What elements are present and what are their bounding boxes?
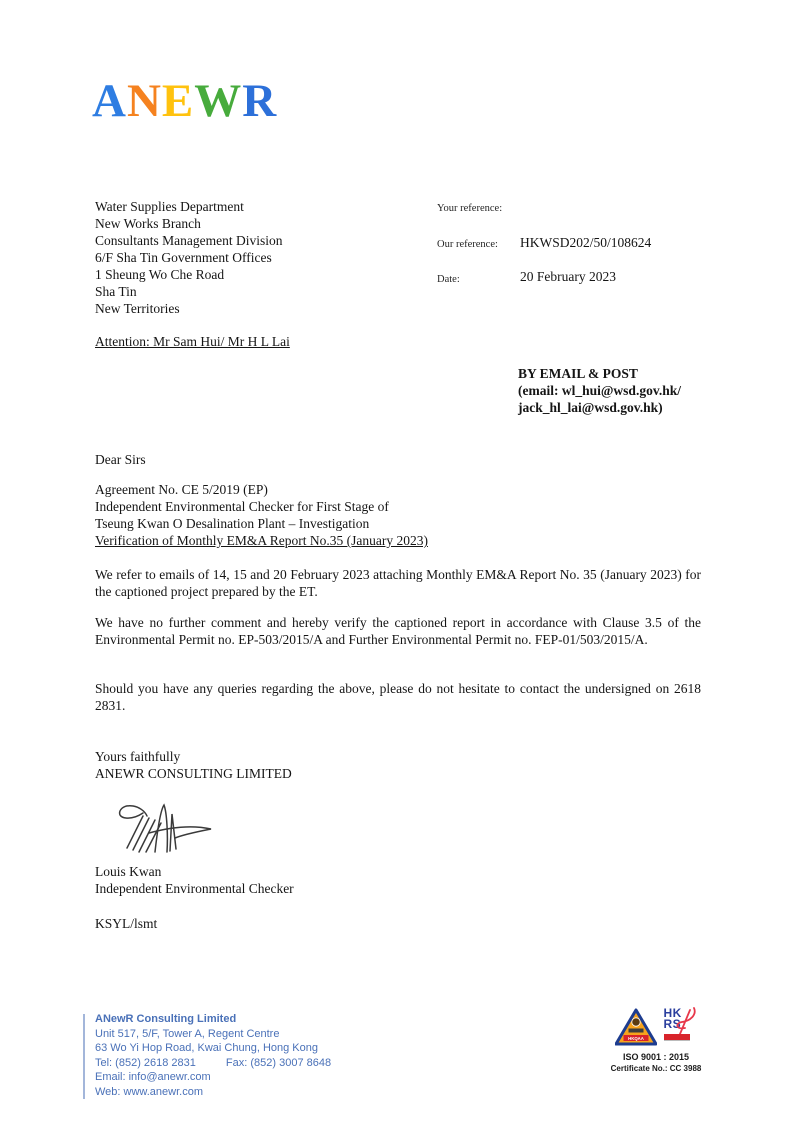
footer-web: Web: www.anewr.com [95, 1085, 204, 1098]
signer-name: Louis Kwan [95, 864, 162, 879]
body-paragraph-2: We have no further comment and hereby verify the captioned report in accordance with Clause 3.5 of the Environmental Permit no. EP-503/2015/A and Further Environmental Permit no. FEP-01/503/2015/A. [95, 615, 701, 647]
valediction: Yours faithfully [95, 749, 181, 764]
recipient-line: Water Supplies Department [95, 199, 244, 214]
body-paragraph-3: Should you have any queries regarding the above, please do not hesitate to contact the undersigned on 2618 2831. [95, 681, 701, 713]
subject-block [95, 481, 428, 549]
hkrs-logo-icon [664, 1008, 698, 1048]
closing-block [95, 748, 292, 782]
hkrs-line-1: HK [663, 1006, 682, 1020]
subject-line: Agreement No. CE 5/2019 (EP) [95, 482, 268, 497]
footer-divider [83, 1014, 85, 1099]
delivery-method [518, 365, 681, 416]
signature [113, 800, 219, 860]
hkrs-line-2: RS [663, 1016, 682, 1031]
certification-block [606, 1008, 706, 1074]
logo-letter-r: R [242, 75, 278, 127]
recipient-address [95, 198, 282, 317]
attention-line: Attention: Mr Sam Hui/ Mr H L Lai [95, 334, 290, 349]
your-reference-label: Your reference: [437, 203, 503, 214]
recipient-line: 1 Sheung Wo Che Road [95, 267, 225, 282]
footer-fax: Fax: (852) 3007 8648 [225, 1056, 332, 1069]
recipient-line: Sha Tin [95, 284, 137, 299]
signer-block [95, 863, 294, 897]
footer-address-2: 63 Wo Yi Hop Road, Kwai Chung, Hong Kong [95, 1042, 318, 1055]
hkqaa-label: HKQAA [627, 1035, 644, 1041]
logo-letter-w: W [194, 75, 243, 127]
our-reference-label: Our reference: [437, 239, 498, 250]
recipient-line: 6/F Sha Tin Government Offices [95, 250, 272, 265]
date-value: 20 February 2023 [520, 269, 616, 284]
date-label: Date: [437, 274, 460, 285]
delivery-line: jack_hl_lai@wsd.gov.hk) [518, 400, 663, 415]
body-paragraph-1: We refer to emails of 14, 15 and 20 February 2023 attaching Monthly EM&A Report No. 35 (January 2023) for the captioned project prepared by the ET. [95, 567, 701, 599]
iso-label: ISO 9001 : 2015 [622, 1052, 690, 1062]
logo-letter-n: N [126, 75, 162, 127]
logo-letter-e: E [161, 75, 195, 127]
footer-company: ANewR Consulting Limited [95, 1013, 237, 1025]
delivery-line: (email: wl_hui@wsd.gov.hk/ [518, 383, 681, 398]
our-reference-value: HKWSD202/50/108624 [520, 235, 652, 250]
subject-line: Independent Environmental Checker for First Stage of [95, 499, 389, 514]
anewr-logo [92, 75, 278, 127]
certificate-number: Certificate No.: CC 3988 [610, 1064, 702, 1073]
logo-letter-a: A [92, 75, 127, 127]
salutation: Dear Sirs [95, 452, 146, 467]
hkrs-swash-icon [670, 1006, 698, 1036]
certification-logos [606, 1008, 706, 1048]
footer-tel: Tel: (852) 2618 2831 [95, 1056, 196, 1069]
recipient-line: New Territories [95, 301, 180, 316]
initials: KSYL/lsmt [95, 916, 158, 931]
signer-title: Independent Environmental Checker [95, 881, 294, 896]
footer-block [95, 1012, 331, 1100]
subject-line: Tseung Kwan O Desalination Plant – Investigation [95, 516, 370, 531]
delivery-line: BY EMAIL & POST [518, 366, 638, 381]
footer-address-1: Unit 517, 5/F, Tower A, Regent Centre [95, 1027, 280, 1040]
hkrs-red-band [664, 1034, 690, 1041]
recipient-line: Consultants Management Division [95, 233, 283, 248]
closing-company: ANEWR CONSULTING LIMITED [95, 766, 292, 781]
recipient-line: New Works Branch [95, 216, 201, 231]
subject-line-underlined: Verification of Monthly EM&A Report No.35 (January 2023) [95, 533, 428, 548]
hkqaa-logo-icon [615, 1008, 657, 1048]
footer-email: Email: info@anewr.com [95, 1071, 211, 1084]
